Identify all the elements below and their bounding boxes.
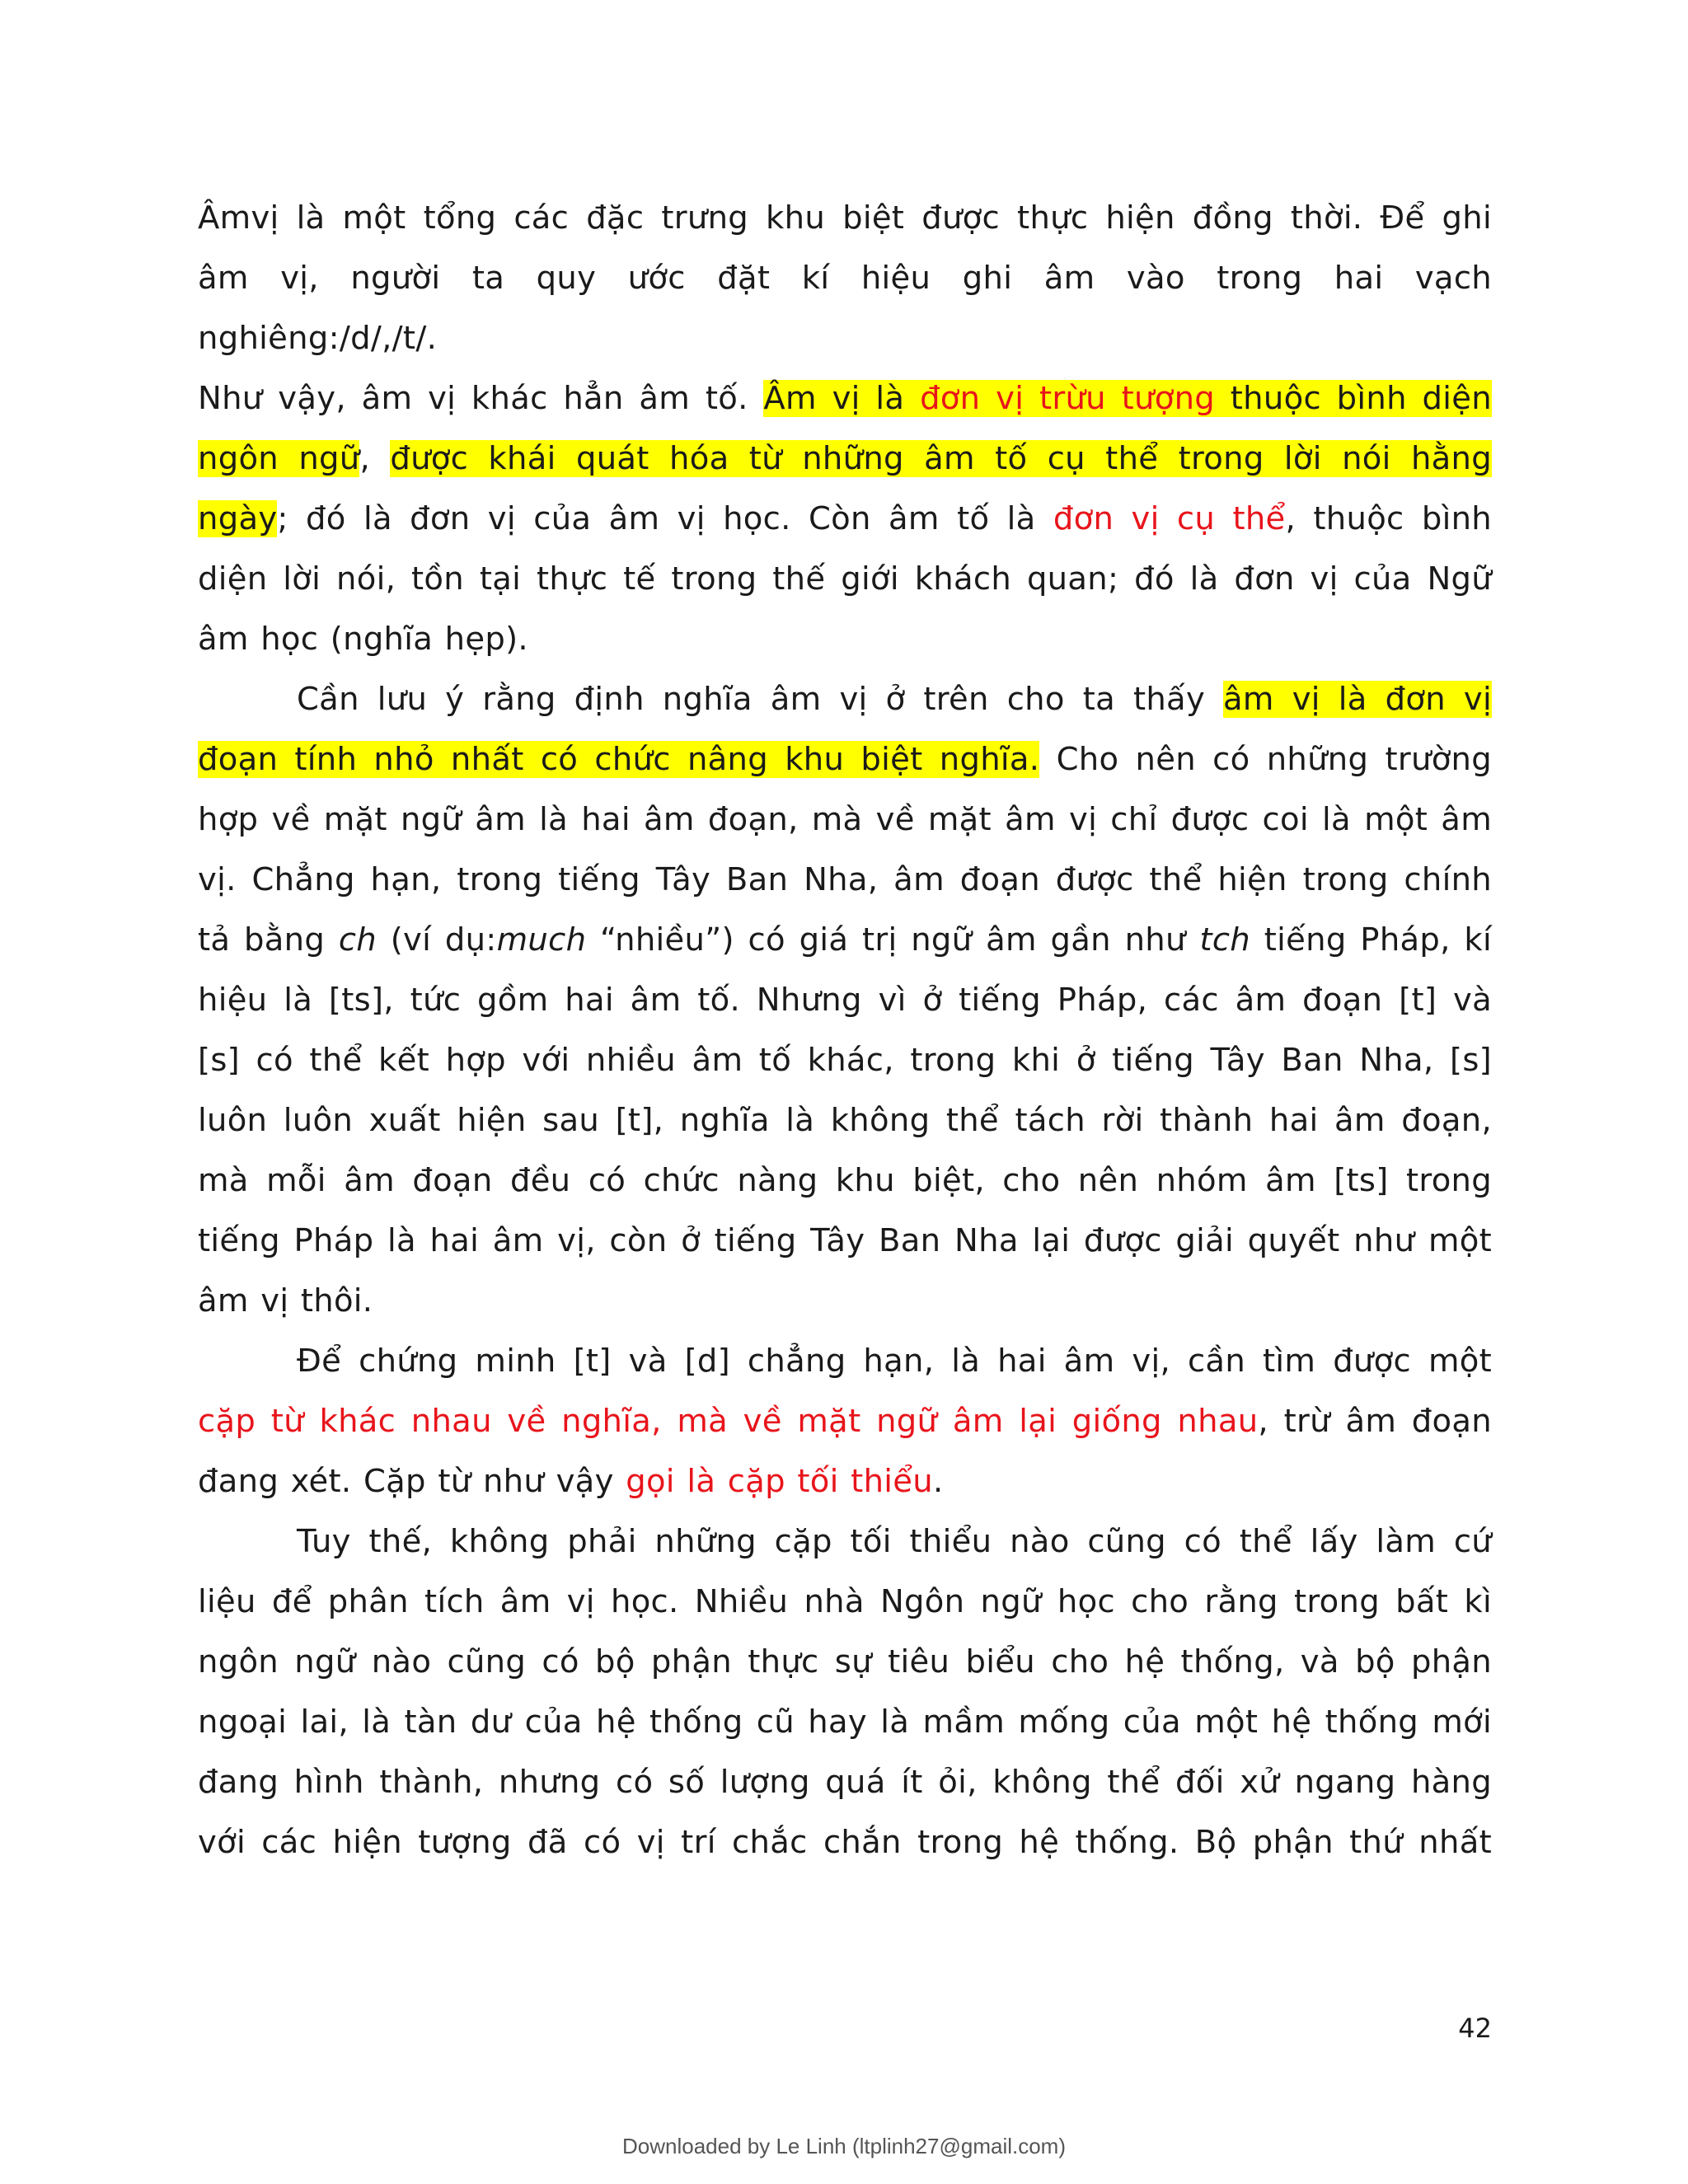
text-run: “nhiều”) có giá trị ngữ âm gần như [586,921,1200,958]
text-run: Âm vị là [763,380,921,417]
text-run: ngày [198,500,278,537]
text-run: tiếng Pháp là hai âm vị, còn ở tiếng Tây Ban Nha lại được giải quyết như một [198,1222,1492,1259]
text-run: liệu để phân tích âm vị học. Nhiều nhà Ngôn ngữ học cho rằng trong bất kì [198,1583,1492,1620]
text-run: ; đó là đơn vị của âm vị học. Còn âm tố là [277,500,1053,537]
text-line [198,736,1492,784]
download-footer: Downloaded by Le Linh (ltplinh27@gmail.com) [621,2134,1066,2158]
body-text [198,0,1492,1896]
text-run: Như vậy, âm vị khác hẳn âm tố. [198,380,764,417]
text-run: (ví dụ: [377,921,497,958]
text-run: đoạn tính nhỏ nhất có chức nâng khu biệt nghĩa. [198,741,1040,778]
text-line [198,1578,1492,1626]
text-run: đang xét. Cặp từ như vậy [198,1463,626,1500]
text-run: âm vị là đơn vị [1223,681,1492,718]
text-run: đơn vị trừu tượng [920,380,1216,417]
text-line [198,1759,1492,1807]
text-run: đơn vị cụ thể [1053,500,1286,537]
text-run: , thuộc bình [1285,500,1492,537]
text-line [198,616,528,663]
text-run: ch [338,921,377,958]
text-line [198,1398,1492,1446]
text-run: hiệu là [ts], tức gồm hai âm tố. Nhưng vì ở tiếng Pháp, các âm đoạn [t] và [198,982,1492,1019]
text-run: Tuy thế, không phải những cặp tối thiểu nào cũng có thể lấy làm cứ [297,1523,1492,1560]
text-line [198,435,1492,483]
text-line [198,194,1492,242]
text-line [198,495,1492,543]
text-run: tch [1199,921,1251,958]
text-line [198,375,1492,423]
text-run: được khái quát hóa từ những âm tố cụ thể trong lời nói hằng [390,440,1492,477]
text-line [198,1037,1492,1085]
text-run: Để chứng minh [t] và [d] chẳng hạn, là hai âm vị, cần tìm được một [297,1343,1492,1380]
text-run: mà mỗi âm đoạn đều có chức nàng khu biệt, cho nên nhóm âm [ts] trong [198,1162,1492,1199]
text-run: Cho nên có những trường [1039,741,1492,778]
text-run: tả bằng [198,921,339,958]
text-run: âm vị, người ta quy ước đặt kí hiệu ghi âm vào trong hai vạch [198,260,1492,297]
text-run: ngôn ngữ nào cũng có bộ phận thực sự tiêu biểu cho hệ thống, và bộ phận [198,1643,1492,1680]
text-run: đang hình thành, nhưng có số lượng quá ít ỏi, không thể đối xử ngang hàng [198,1764,1492,1801]
text-run: ngôn ngữ [198,440,360,477]
text-run: vị. Chẳng hạn, trong tiếng Tây Ban Nha, âm đoạn được thể hiện trong chính [198,861,1492,898]
text-line [198,255,1492,302]
text-line [198,1217,1492,1265]
text-run: Âmvị là một tổng các đặc trưng khu biệt được thực hiện đồng thời. Để ghi [198,199,1492,237]
text-line [198,1097,1492,1145]
text-line [198,796,1492,844]
text-line [198,315,437,363]
text-run: cặp từ khác nhau về nghĩa, mà về mặt ngữ âm lại giống nhau [198,1403,1259,1440]
text-line [198,977,1492,1024]
text-run: âm vị thôi. [198,1282,373,1319]
text-line [198,916,1492,964]
text-run: thuộc bình diện [1215,380,1492,417]
text-run: gọi là cặp tối thiểu [626,1463,933,1500]
text-line [297,676,1492,724]
text-run: Cần lưu ý rằng định nghĩa âm vị ở trên cho ta thấy [297,681,1224,718]
text-run: với các hiện tượng đã có vị trí chắc chắn trong hệ thống. Bộ phận thứ nhất [198,1824,1492,1861]
text-line [198,1638,1492,1686]
text-run: , trừ âm đoạn [1258,1403,1492,1440]
text-run: . [932,1463,944,1500]
page-number: 42 [1458,2013,1492,2044]
text-line [198,1157,1492,1205]
text-line [198,1277,373,1325]
text-line [198,856,1492,904]
text-run: nghiêng:/d/,/t/. [198,320,438,357]
text-run: much [496,921,587,958]
text-run: [s] có thể kết hợp với nhiều âm tố khác, trong khi ở tiếng Tây Ban Nha, [s] [198,1042,1492,1079]
text-run: tiếng Pháp, kí [1250,921,1493,958]
text-line [198,555,1492,603]
text-line [297,1338,1492,1385]
text-run: luôn luôn xuất hiện sau [t], nghĩa là không thể tách rời thành hai âm đoạn, [198,1102,1492,1139]
text-line [198,1819,1492,1867]
text-run: âm học (nghĩa hẹp). [198,621,528,658]
text-run: ngoại lai, là tàn dư của hệ thống cũ hay là mầm mống của một hệ thống mới [198,1704,1492,1741]
text-run: hợp về mặt ngữ âm là hai âm đoạn, mà về mặt âm vị chỉ được coi là một âm [198,801,1492,838]
text-line [198,1699,1492,1746]
text-line [198,1458,944,1506]
text-run: diện lời nói, tồn tại thực tế trong thế giới khách quan; đó là đơn vị của Ngữ [198,560,1492,598]
text-line [297,1518,1492,1566]
text-run: , [359,440,391,477]
